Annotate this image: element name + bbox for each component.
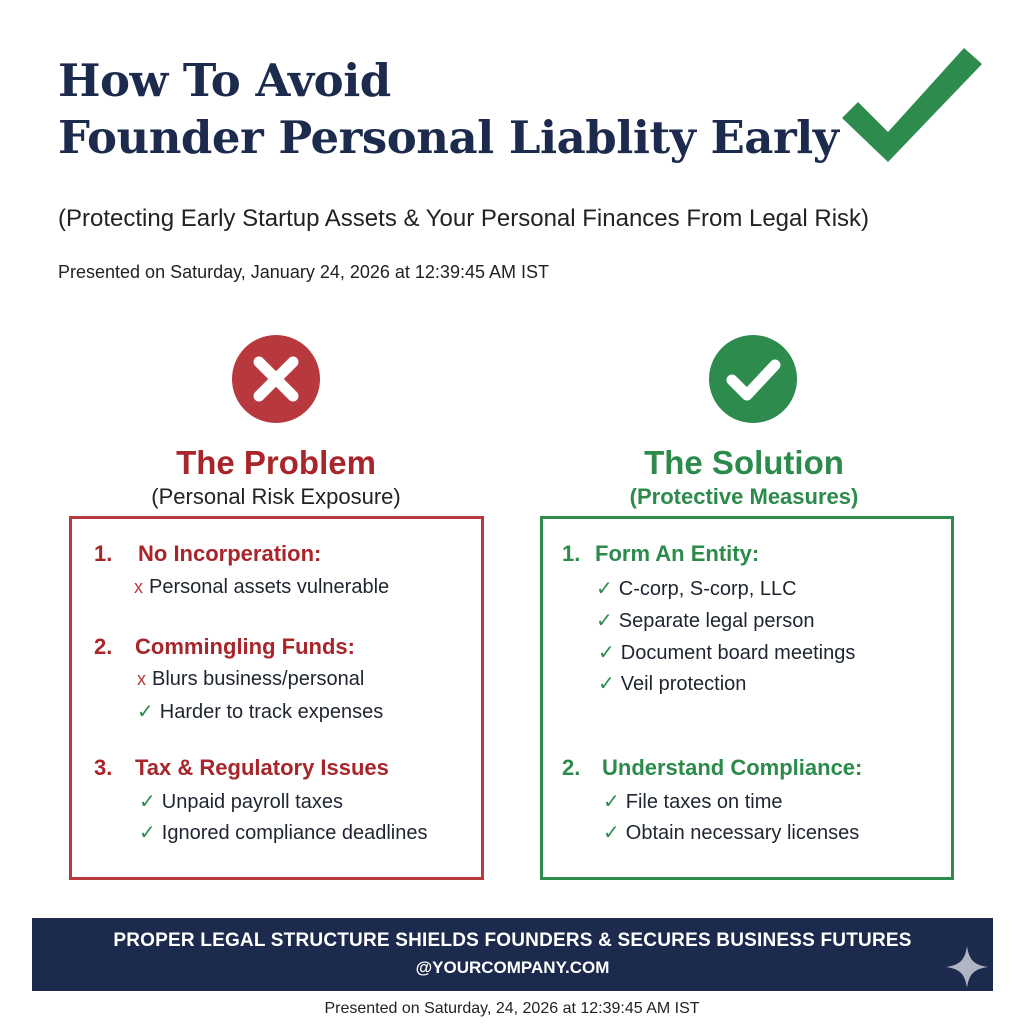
title-line-1: How To Avoid [58,54,391,107]
item-text: File taxes on time [625,791,783,813]
check-mark-icon: ✓ [139,791,156,813]
x-mark-icon: x [137,669,146,689]
problem-header [66,443,486,511]
x-circle-icon [231,334,321,424]
item-text: C-corp, S-corp, LLC [618,578,797,600]
item-text: Ignored compliance deadlines [161,822,428,844]
presented-date: Presented on Saturday, January 24, 2026 at 12:39:45 AM IST [58,262,549,282]
section-number: 2. [562,755,581,780]
check-mark-icon: ✓ [603,791,620,813]
item-text: Separate legal person [618,610,815,632]
item-text: Harder to track expenses [159,701,384,723]
solution-item [596,576,797,601]
solution-item [598,671,746,696]
section-number: 1. [562,541,581,566]
solution-item [596,608,814,633]
page-title [58,52,838,166]
problem-item [139,789,343,814]
x-mark-icon: x [134,577,143,597]
problem-section-1-title [94,541,321,567]
check-mark-icon: ✓ [596,610,613,632]
problem-heading: The Problem [176,444,376,481]
title-line-2: Founder Personal Liablity Early [58,111,839,164]
problem-item [137,668,364,691]
problem-item [134,576,389,599]
problem-section-3-title [94,755,389,781]
check-mark-icon: ✓ [598,673,615,695]
solution-item [603,820,859,845]
solution-item [598,640,855,665]
section-title: Tax & Regulatory Issues [135,755,389,780]
item-text: Personal assets vulnerable [149,576,390,598]
check-circle-icon [708,334,798,424]
subtitle: (Protecting Early Startup Assets & Your Personal Finances From Legal Risk) [58,205,870,232]
solution-header [534,443,954,511]
problem-subheading: (Personal Risk Exposure) [151,484,401,509]
section-title: No Incorperation: [138,541,322,566]
check-mark-icon: ✓ [596,578,613,600]
sparkle-icon [944,944,990,990]
solution-section-1-title [562,541,759,567]
problem-section-2-title [94,634,355,660]
section-number: 1. [94,541,113,566]
solution-section-2-title [562,755,862,781]
section-number: 2. [94,634,113,659]
item-text: Obtain necessary licenses [625,822,860,844]
section-title: Understand Compliance: [602,755,863,780]
section-title: Form An Entity: [595,541,760,566]
checkmark-icon [836,40,986,166]
item-text: Unpaid payroll taxes [161,791,343,813]
banner-tagline: PROPER LEGAL STRUCTURE SHIELDS FOUNDERS & SECURES BUSINESS FUTURES [113,930,912,951]
solution-item [603,789,783,814]
section-number: 3. [94,755,113,780]
item-text: Veil protection [620,673,747,695]
problem-item [139,820,428,845]
item-text: Blurs business/personal [152,668,365,690]
footer-presented-date: Presented on Saturday, 24, 2026 at 12:39:45 AM IST [324,1000,700,1017]
problem-item [137,699,383,724]
bottom-banner [32,918,993,991]
item-text: Document board meetings [620,642,856,664]
check-mark-icon: ✓ [603,822,620,844]
check-mark-icon: ✓ [137,701,154,723]
solution-subheading: (Protective Measures) [629,484,859,509]
banner-website[interactable]: @YOURCOMPANY.COM [415,958,610,977]
section-title: Commingling Funds: [135,634,355,659]
check-mark-icon: ✓ [139,822,156,844]
check-mark-icon: ✓ [598,642,615,664]
solution-heading: The Solution [644,444,844,481]
